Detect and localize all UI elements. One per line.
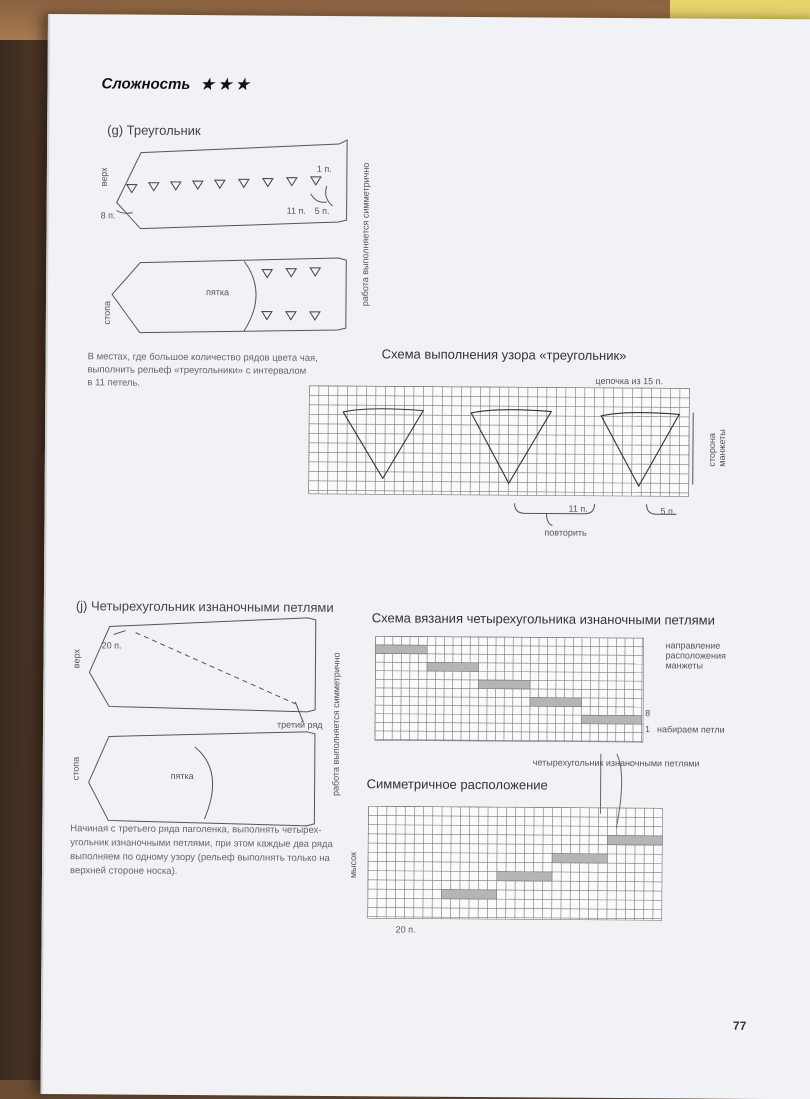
purl-chart-title: Схема вязания четырехугольника изнаночными петлями (371, 610, 715, 628)
section-j-title: (j) Четырехугольник изнаночными петлями (75, 598, 334, 616)
sock-diagram-g-top (117, 138, 348, 230)
purl-cell (607, 836, 662, 846)
purl-cell (530, 698, 582, 707)
side-top-label-j: верх (71, 649, 82, 669)
page-number: 77 (732, 1018, 747, 1033)
cuff-side-label (707, 429, 727, 467)
side-sole-label-j: стопа (70, 756, 81, 781)
symmetric-note-g: работа выполняется симметрично (359, 162, 371, 307)
direction-line: манжеты (665, 660, 703, 671)
repeat-label: повторить (544, 527, 587, 538)
sock-diagram-j-bottom (88, 730, 315, 826)
purl-cell (376, 645, 428, 654)
row-8-label: 8 (645, 708, 651, 719)
third-row-label: третий ряд (277, 719, 323, 730)
tail-5p: 5 п. (660, 506, 676, 517)
label-20p: 20 п. (101, 640, 122, 651)
triangle-chart-grid (309, 386, 690, 497)
direction-label (665, 640, 726, 670)
difficulty-stars: ★ ★ ★ (200, 76, 250, 94)
label-8p: 8 п. (100, 210, 116, 221)
cuff-side-line: манжеты (716, 429, 728, 467)
heel-label: пятка (206, 287, 230, 298)
purl-label: четырехугольник изнаночными петлями (532, 757, 700, 769)
symmetric-chart-grid (368, 806, 663, 920)
side-top-label: верх (98, 167, 109, 187)
instruction-line: в 11 петель. (87, 377, 141, 389)
purl-chart-grid (375, 636, 644, 742)
instruction-j (70, 822, 333, 880)
book-page (40, 14, 810, 1099)
label-5p: 5 п. (314, 205, 330, 216)
purl-cell (552, 854, 607, 864)
sym-20p-label: 20 п. (395, 924, 416, 935)
label-11p: 11 п. (286, 205, 306, 216)
instruction-line: верхней стороне носка). (69, 865, 178, 877)
side-sole-label: стопа (101, 300, 112, 325)
toe-label: мысок (347, 851, 359, 879)
direction-line: расположения (665, 650, 726, 661)
purl-cell (479, 680, 531, 689)
cast-on-label: набираем петли (656, 724, 725, 735)
chain-label: цепочка из 15 п. (595, 375, 664, 387)
heel-label-j: пятка (170, 770, 194, 782)
instruction-line: выполнить рельеф «треугольники» с интервалом (87, 364, 307, 377)
section-g-title: (g) Треугольник (107, 122, 201, 139)
sock-diagram-j-top (89, 616, 316, 722)
purl-cell (441, 890, 496, 900)
label-1p: 1 п. (316, 163, 332, 174)
direction-line: направление (665, 640, 721, 651)
row-1-label: 1 (644, 724, 651, 735)
purl-cell (427, 662, 479, 671)
instruction-g (87, 350, 317, 391)
instruction-line: Начиная с третьего ряда паголенка, выполнять четырех- (70, 823, 322, 836)
instruction-line: В местах, где большое количество рядов цвета чая, (87, 351, 318, 364)
triangle-chart-title: Схема выполнения узора «треугольник» (381, 346, 627, 364)
symmetric-note-j: работа выполняется симметрично (330, 652, 342, 797)
purl-cell (497, 872, 552, 882)
purl-cell (581, 715, 641, 724)
page-drawings (42, 14, 810, 1099)
repeat-11p: 11 п. (568, 503, 588, 514)
cuff-side-line: сторона (706, 433, 718, 467)
difficulty-label: Сложность (101, 75, 191, 93)
instruction-line: угольник изнаночными петлями, при этом каждые два ряда (70, 837, 333, 851)
sym-chart-title: Симметричное расположение (366, 776, 548, 793)
instruction-line: выполняем по одному узору (рельеф выполнять только на (70, 851, 330, 864)
